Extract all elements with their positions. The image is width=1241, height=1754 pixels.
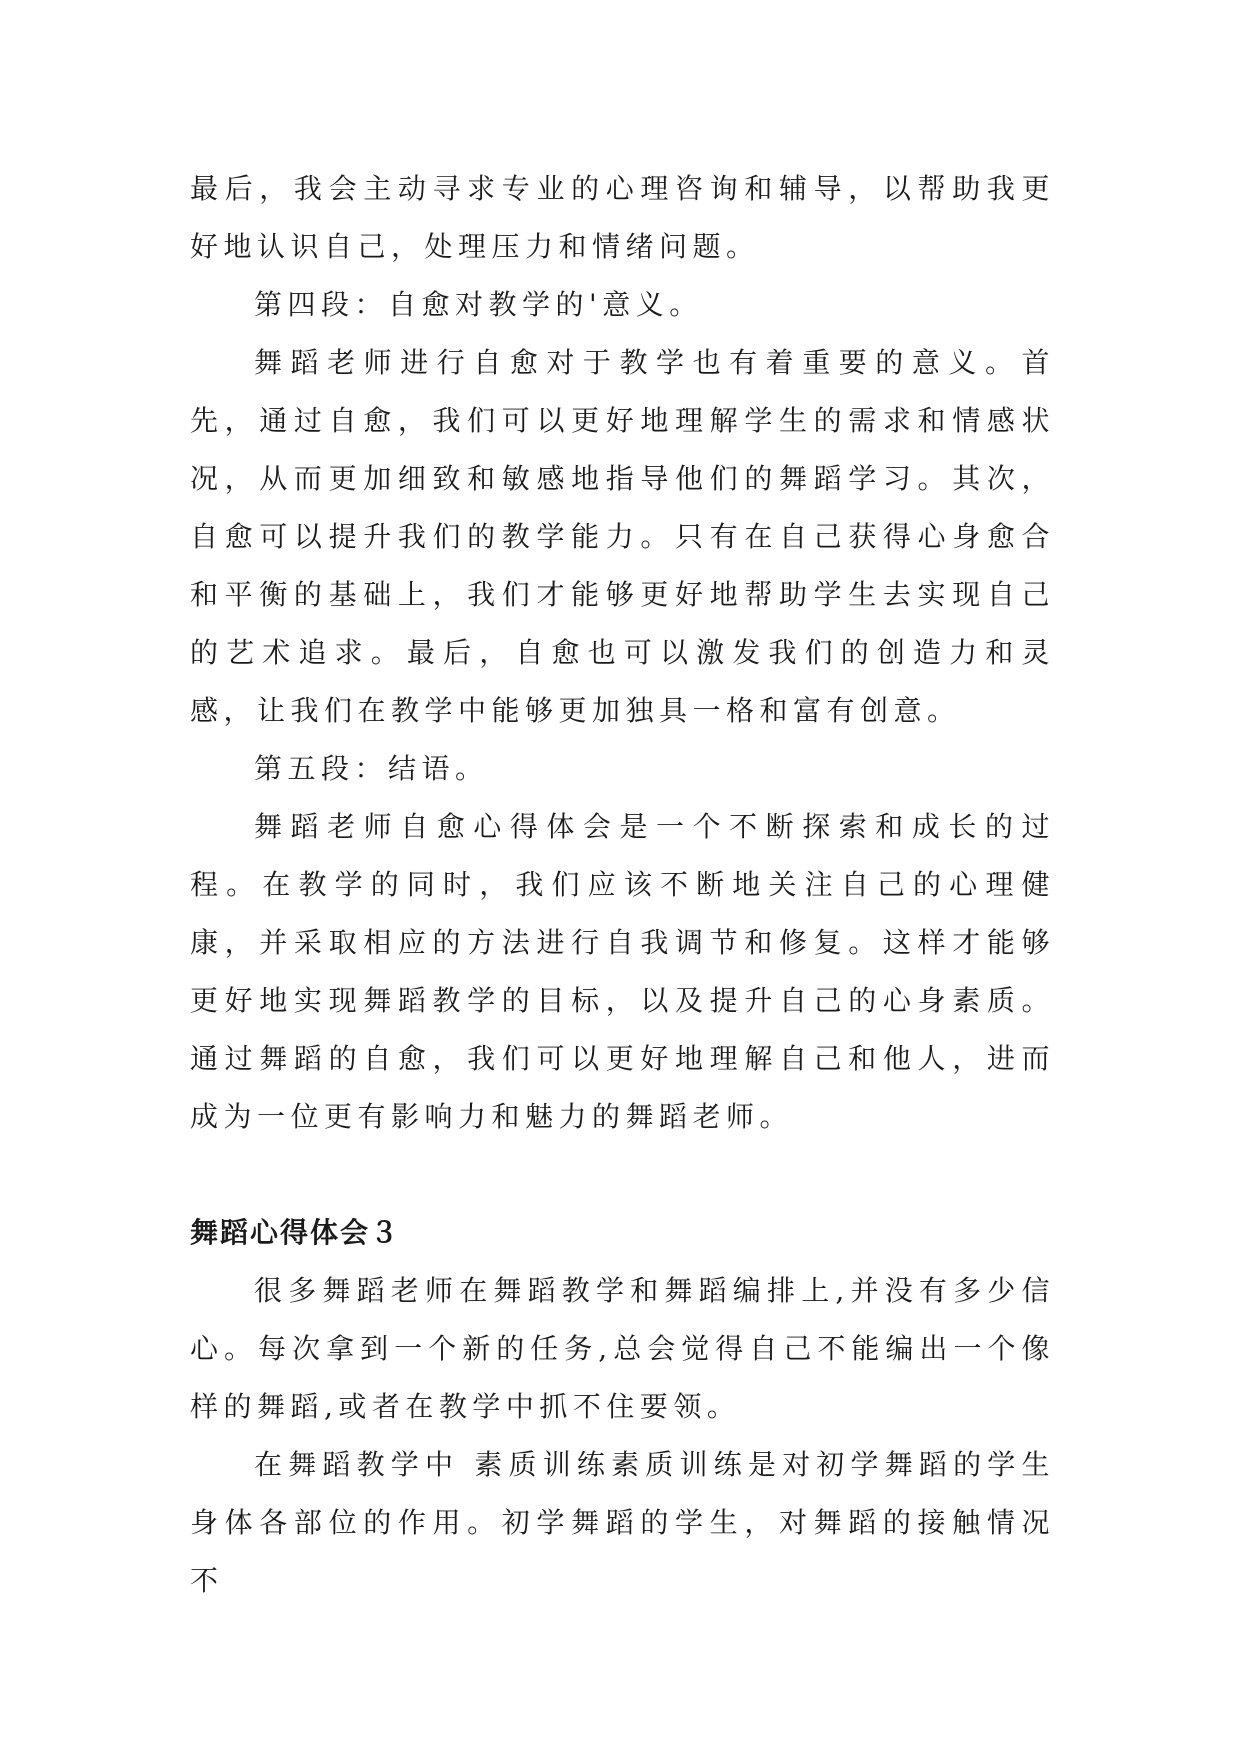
section-title-dance-reflection-3: 舞蹈心得体会３ [190,1216,401,1249]
document-body [190,160,1055,1610]
paragraph-closing-counseling: 最后，我会主动寻求专业的心理咨询和辅导，以帮助我更好地认识自己，处理压力和情绪问题。 [190,172,1055,263]
section-heading-part-four: 第四段：自愈对教学的'意义。 [254,288,703,321]
paragraph-teacher-confidence: 很多舞蹈老师在舞蹈教学和舞蹈编排上,并没有多少信心。每次拿到一个新的任务,总会觉得自己不能编出一个像样的舞蹈,或者在教学中抓不住要领。 [190,1274,1055,1423]
paragraph-teaching-significance: 舞蹈老师进行自愈对于教学也有着重要的意义。首先，通过自愈，我们可以更好地理解学生的需求和情感状况，从而更加细致和敏感地指导他们的舞蹈学习。其次，自愈可以提升我们的教学能力。只有在自己获得心身愈合和平衡的基础上，我们才能够更好地帮助学生去实现自己的艺术追求。最后，自愈也可以激发我们的创造力和灵感，让我们在教学中能够更加独具一格和富有创意。 [190,346,1055,727]
paragraph-conclusion: 舞蹈老师自愈心得体会是一个不断探索和成长的过程。在教学的同时，我们应该不断地关注自己的心理健康，并采取相应的方法进行自我调节和修复。这样才能够更好地实现舞蹈教学的目标，以及提升自己的心身素质。通过舞蹈的自愈，我们可以更好地理解自己和他人，进而成为一位更有影响力和魅力的舞蹈老师。 [190,810,1055,1133]
section-heading-part-five: 第五段：结语。 [254,752,489,785]
paragraph-quality-training: 在舞蹈教学中 素质训练素质训练是对初学舞蹈的学生身体各部位的作用。初学舞蹈的学生，对舞蹈的接触情况不 [190,1448,1055,1597]
